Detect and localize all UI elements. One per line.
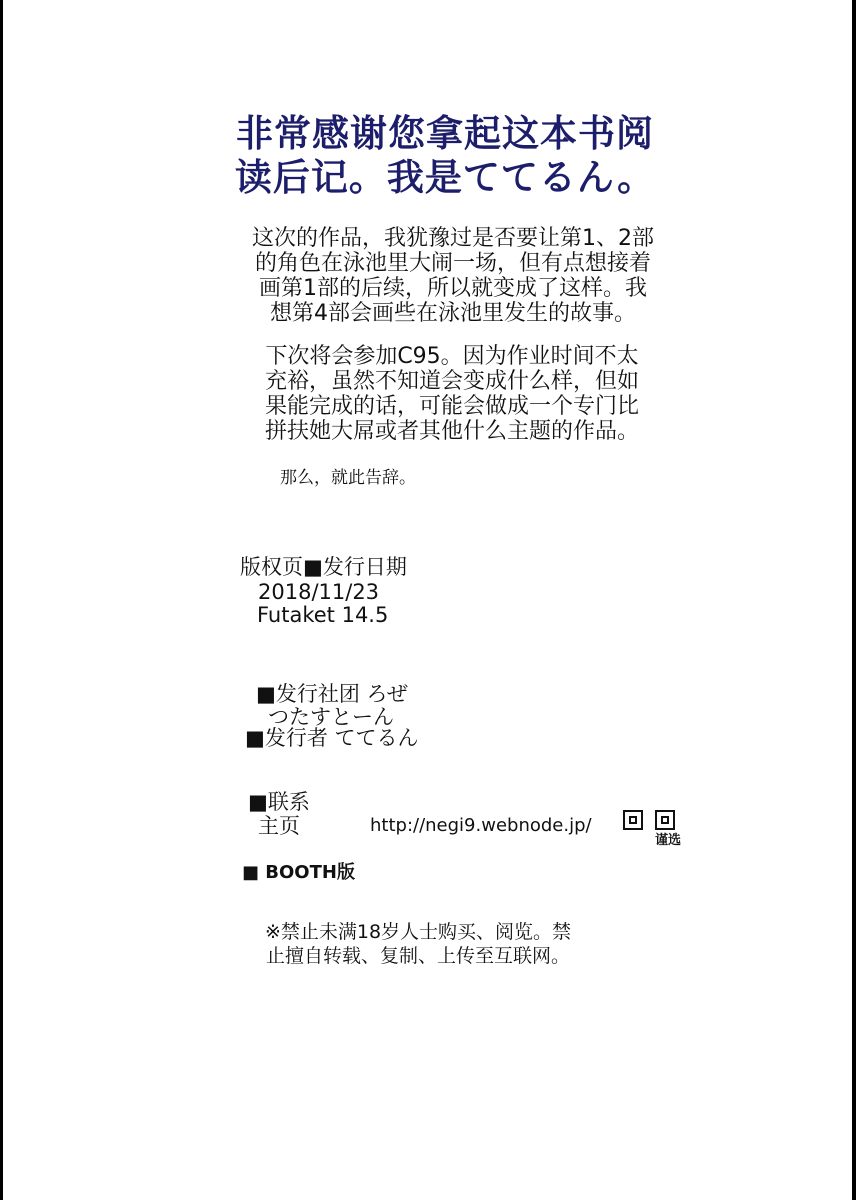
paragraph-line: 下次将会参加C95。因为作业时间不太 (265, 344, 639, 369)
paragraph-line: 充裕，虽然不知道会变成什么样，但如 (264, 369, 639, 394)
author-name: ■发行者 ててるん (245, 726, 419, 750)
circle-name-line-1: ■发行社团 ろぜ (256, 682, 408, 706)
afterword-paragraph-1 (248, 226, 658, 326)
paragraph-line: 拼扶她大屌或者其他什么主题的作品。 (264, 419, 639, 444)
paragraph-line: 果能完成的话，可能会做成一个专门比 (264, 394, 639, 419)
title-line-1: 非常感谢您拿起这本书阅 (236, 112, 654, 155)
page-edge-right (852, 0, 856, 1200)
qr-code-icon (623, 810, 643, 830)
paragraph-line: 这次的作品，我犹豫过是否要让第1、2部 (252, 226, 654, 251)
paragraph-line: 想第4部会画些在泳池里发生的故事。 (270, 301, 636, 326)
warning-line-1: ※禁止未满18岁人士购买、阅览。禁 (264, 921, 572, 943)
paragraph-line: 的角色在泳池里大闹一场，但有点想接着 (254, 251, 651, 276)
age-warning (262, 920, 574, 968)
homepage-label: 主页 (258, 814, 300, 838)
qr-code-icon (655, 810, 675, 830)
paragraph-line: 画第1部的后续，所以就变成了这样。我 (259, 276, 647, 301)
closing-line: 那么，就此告辞。 (280, 468, 416, 488)
circle-name-line-2: つたすとーん (268, 705, 394, 729)
publication-date: 2018/11/23 (258, 580, 380, 604)
page-edge-left (0, 0, 3, 1200)
contact-heading: ■联系 (248, 790, 310, 814)
afterword-paragraph-2 (262, 344, 642, 444)
title-line-2: 读后记。我是ててるん。 (234, 156, 656, 199)
colophon-heading: 版权页■发行日期 (240, 555, 407, 579)
qr-label: 谨选 (655, 833, 682, 848)
warning-line-2: 止擅自转载、复制、上传至互联网。 (265, 945, 570, 967)
afterword-title (200, 112, 690, 200)
homepage-url[interactable]: http://negi9.webnode.jp/ (370, 815, 592, 836)
event-name: Futaket 14.5 (257, 603, 389, 627)
booth-edition-label: ■ BOOTH版 (242, 862, 355, 883)
